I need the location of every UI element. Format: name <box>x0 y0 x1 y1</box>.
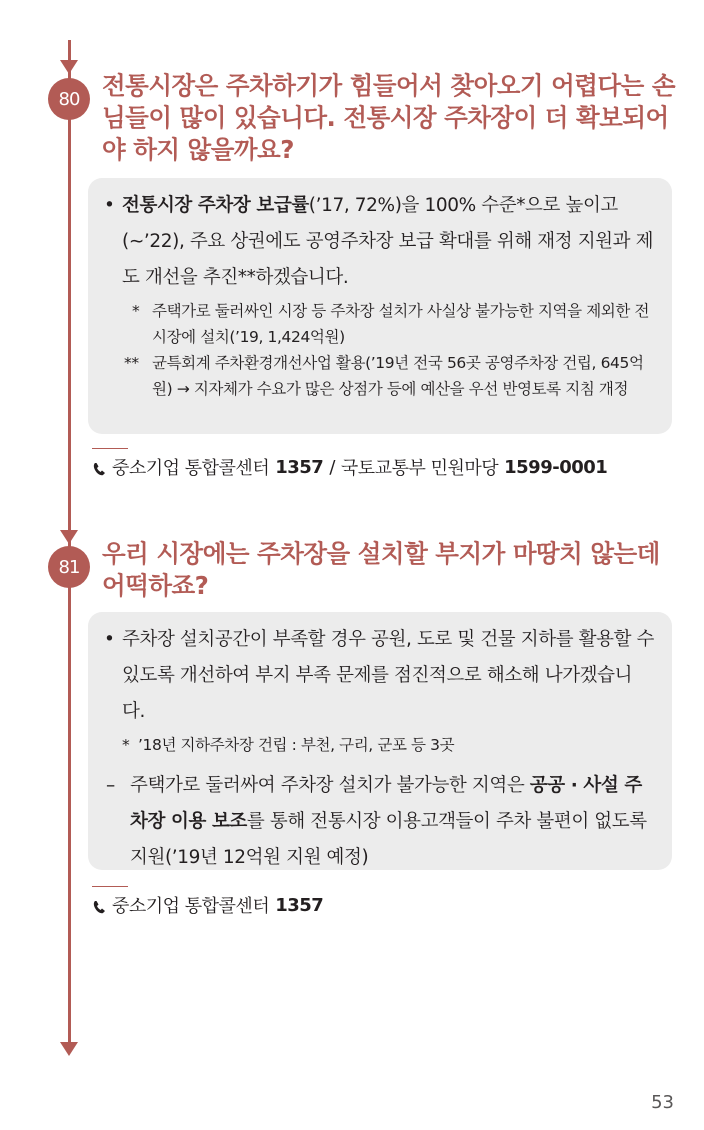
phone-icon <box>92 461 108 477</box>
footnote-mark: ** <box>124 354 139 372</box>
footnote <box>102 350 654 402</box>
timeline-arrow-icon <box>60 530 78 544</box>
contact-number: 1357 <box>275 456 324 478</box>
contact-number: 1357 <box>275 894 324 916</box>
answer-text: (’17, 72%)을 100% 수준*으로 높이고 (∼’22), 주요 상권에도 공영주차장 보급 확대를 위해 재정 지원과 제도 개선을 추진**하겠습니다. <box>122 195 654 288</box>
question-title: 전통시장은 주차하기가 힘들어서 찾아오기 어렵다는 손님들이 많이 있습니다. 전통시장 주차장이 더 확보되어야 하지 않을까요? <box>102 71 675 164</box>
footnote-text: 균특회계 주차환경개선사업 활용(’19년 전국 56곳 공영주차장 건립, 645억원) → 지자체가 수요가 많은 상점가 등에 예산을 우선 반영토록 지침 개정 <box>152 354 644 398</box>
timeline-end-arrow-icon <box>60 1042 78 1056</box>
contact-separator: / <box>329 456 335 478</box>
answer-bullet <box>102 622 654 730</box>
bullet-mark: • <box>104 195 115 216</box>
contact-label: 중소기업 통합콜센터 <box>112 896 270 917</box>
footnote <box>102 298 654 350</box>
answer-text: 를 통해 전통시장 이용고객들이 주차 불편이 없도록 지원(’19년 12억원 지원 예정) <box>130 811 647 868</box>
footnote <box>102 732 654 758</box>
question-title: 우리 시장에는 주차장을 설치할 부지가 마땅치 않는데 어떡하죠? <box>102 539 660 600</box>
contact-label: 중소기업 통합콜센터 <box>112 458 270 479</box>
dash-mark: – <box>106 775 115 796</box>
answer-box <box>88 612 672 870</box>
footnote-mark: * <box>132 302 140 320</box>
contact-label: 국토교통부 민원마당 <box>340 458 499 479</box>
answer-bold-term: 공공 · 사설 주차장 이용 보조 <box>130 775 642 832</box>
answer-text: 주택가로 둘러싸여 주차장 설치가 불가능한 지역은 <box>130 775 525 796</box>
question-number-badge: 81 <box>48 546 90 588</box>
contact-number: 1599-0001 <box>504 456 608 478</box>
phone-icon <box>92 899 108 915</box>
answer-box <box>88 178 672 434</box>
timeline-arrow-icon <box>60 60 78 74</box>
answer-text: 주차장 설치공간이 부족할 경우 공원, 도로 및 건물 지하를 활용할 수 있도록 개선하여 부지 부족 문제를 점진적으로 해소해 나가겠습니다. <box>122 629 655 722</box>
answer-bold-term: 전통시장 주차장 보급률 <box>122 195 309 216</box>
contact-divider <box>92 886 128 887</box>
question-number-badge: 80 <box>48 78 90 120</box>
contact-line <box>92 454 607 480</box>
contact-line <box>92 892 323 918</box>
page-number: 53 <box>651 1092 674 1113</box>
bullet-mark: • <box>104 629 115 650</box>
footnote-mark: * <box>122 736 130 754</box>
footnote-text: 주택가로 둘러싸인 시장 등 주차장 설치가 사실상 불가능한 지역을 제외한 전 시장에 설치(’19, 1,424억원) <box>152 302 650 346</box>
answer-sub-item <box>102 768 654 876</box>
contact-divider <box>92 448 128 449</box>
footnote-text: ’18년 지하주차장 건립 : 부천, 구리, 군포 등 3곳 <box>138 736 455 754</box>
answer-bullet <box>102 188 654 296</box>
